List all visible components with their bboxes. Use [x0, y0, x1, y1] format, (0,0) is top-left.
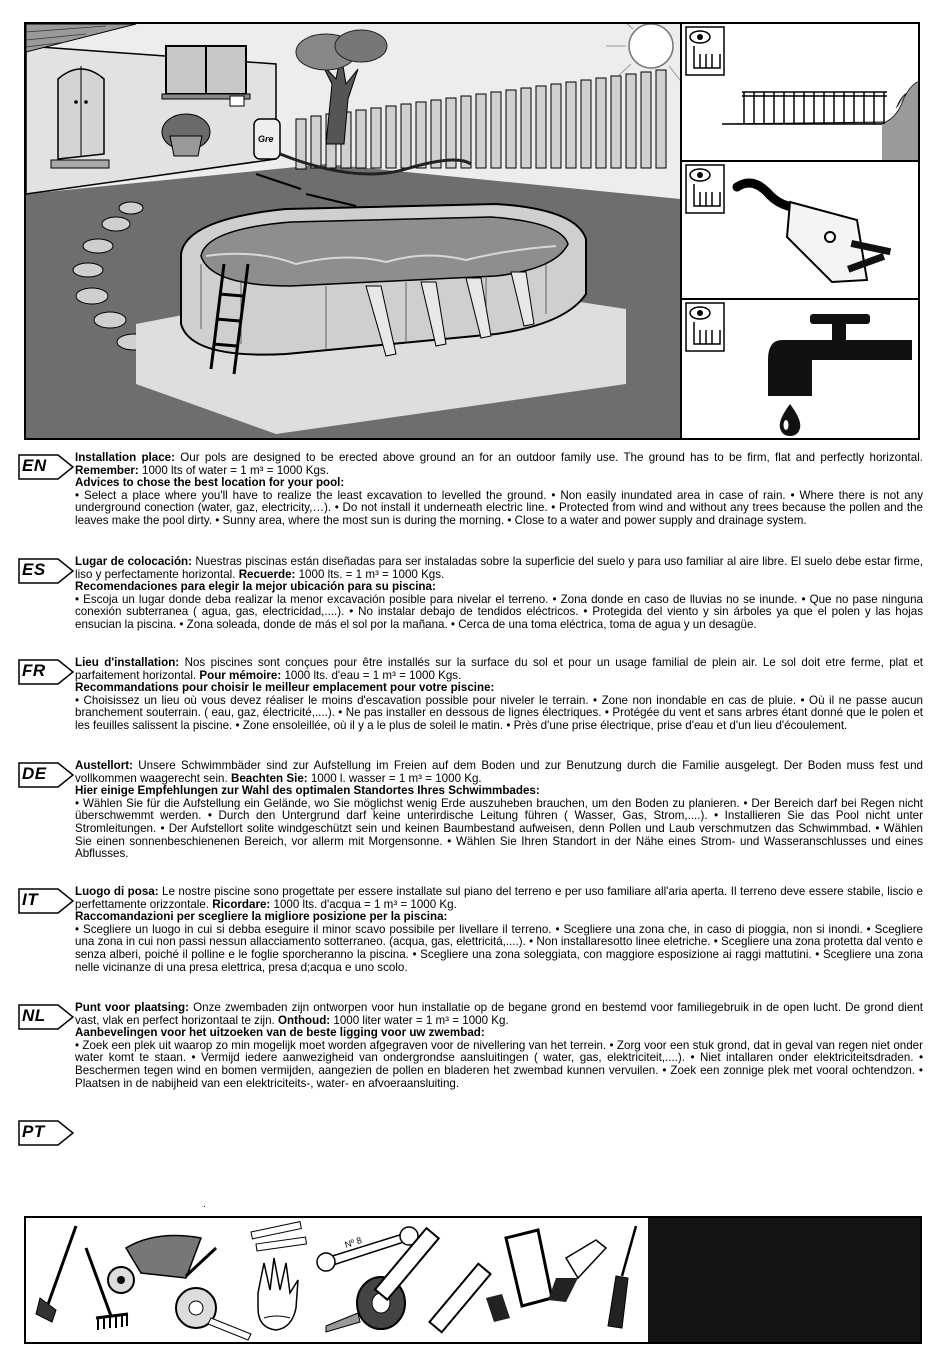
tools-frame [24, 1216, 922, 1344]
section-text-de: Austellort: Unsere Schwimmbäder sind zur Aufstellung im Freien auf dem Boden und zur Benutzung durch die Familie ausgelegt. Der Boden muss fest und vollkommen waagerecht sein. Beachten Sie: 1000 l. wasser = 1 m³ = 1000 Kg. Hier einige Empfehlungen zur Wahl des optimalen Standortes Ihres Schwimmbades: • Wählen Sie für die Aufstellung ein Gelände, wo Sie möglichst wenig Erde auszuheben brauchen, um den Boden zu planieren. • Der Bereich darf bei Regen nicht überschwemmt werden. • Durch den Untergrund darf keine unterirdische Leitung führen ( Wasser, Gas, Strom,....). • Installieren Sie das Pool nicht unter Stromleitungen. • Der Aufstellort solite windgeschützt sein und keinen Baumbestand aufweisen, denn Pollen und Laub verschmutzen das Schwimmbad. • Wählen Sie einen sonnenbeschienenen Bereich, vor allerm mit Morgensonne. • Wählen Sie Ihren Standort in der Nähe eines Strom- und Wasseranschlusses und eines Abflusses. [75, 759, 923, 861]
lang-tag-es: ES [18, 558, 74, 582]
water-tap-icon [768, 314, 912, 436]
stray-dot: . [203, 1199, 206, 1210]
screwdriver-icon [608, 1226, 636, 1328]
lang-tag-nl: NL [18, 1004, 74, 1028]
eye-hand-icon [686, 27, 724, 75]
lang-tag-de: DE [18, 762, 74, 786]
tape-measure-icon [176, 1288, 251, 1340]
section-text-nl: Punt voor plaatsing: Onze zwembaden zijn ontworpen voor hun installatie op de begane grond en bestemd voor familiegebruik in de open lucht. De grond dient vast, vlak en perfect horizontaal te zijn. Onthoud: 1000 liter water = 1 m³ = 1000 Kg. Aanbevelingen voor het uitzoeken van de beste ligging voor uw zwembad: • Zoek een plek uit waarop zo min mogelijk moet worden afgegraven voor de nivellering van het terrein. • Zorg voor een stuk grond, dat in geval van regen niet onder water komt te staan. • Vermijd iedere aanwezigheid van ondergrondse aansluitingen ( water, gas, elektriciteit,....). • Niet intallaren onder elektriciteitsdraden. • Beschermen tegen wind en bomen vermijden, aangezien de pollen en bladeren het zwembad kunnen vervuilen. • Zoek een zonnige plek met vooral ochtendzon. • Plaatsen in de nabijheid van een elektriciteits-, water- en afvoeraansluiting. [75, 1001, 924, 1090]
saw-icon [486, 1230, 552, 1322]
fence-hill-icon [722, 82, 918, 160]
illustration-frame [24, 22, 920, 440]
wheelbarrow-icon [108, 1236, 216, 1293]
wrench-label: Nº 8 [343, 1235, 364, 1250]
side-panel-electric [682, 162, 918, 300]
lang-tag-en: EN [18, 454, 74, 478]
lang-tag-fr: FR [18, 659, 74, 683]
section-text-en: Installation place: Our pols are designed to be erected above ground an for an outdoor family use. The ground has to be firm, flat and perfectly horizontal. Remember: 1000 lts of water = 1 m³ = 1000 Kgs. Advices to chose the best location for your pool: • Select a place where you'll have to realize the least excavation to levelled the ground. • Non easily inundated area in case of rain. • Where there is not any underground conection (water, gaz, electricity,…). • Do not install it underneath electric line. • Protected from wind and without any trees because the pollen and the leaves make the pool dirty. • Sunny area, where the most sun is during the morning. • Close to a water and power supply and drainage system. [75, 451, 923, 527]
tank-label: Gre [258, 134, 274, 144]
cutter-icon [548, 1240, 606, 1302]
tools-black-panel [648, 1218, 920, 1342]
eye-hand-icon [686, 165, 724, 213]
tools-illustration [26, 1218, 648, 1342]
pool-location-illustration [26, 24, 682, 438]
clothespins-icon [251, 1222, 306, 1251]
pool-scene-drawing [26, 24, 680, 438]
lang-tag-pt: PT [18, 1120, 74, 1144]
section-text-it: Luogo di posa: Le nostre piscine sono progettate per essere installate sul piano del terreno e per uso familiare all'aria aperta. Il terreno deve essere stabile, liscio e perfettamente orizzontale. Ricordare: 1000 lts. d'acqua = 1 m³ = 1000 Kg. Raccomandazioni per scegliere la migliore posizione per la piscina: • Scegliere un luogo in cui si debba eseguire il minor scavo possibile per livellare il terreno. • Scegliere una zona che, in caso di pioggia, non si inondi. • Scegliere una zona in cui non passi nessun allacciamento sotterraneo. (acqua, gas, elettricitá,....). • Non installaresotto linee eletriche. • Scegliere una zona protetta dal vento e senza alberi, poiché il polline e le foglie sporcheranno la piscina. • Scegliere una zona soleggiata, con maggiore esposizione ai raggi mattutini. • Scegliere una zona nelle vicinanze di una presa elettrica, presa d;acqua e uno scolo. [75, 885, 923, 974]
section-text-fr: Lieu d'installation: Nos piscines sont conçues pour être installés sur la surface du sol et pour un usage familial de plein air. Le sol doit etre ferme, plat et parfaitement horizontal. Pour mémoire: 1000 lts. d'eau = 1 m³ = 1000 Kgs. Recommandations pour choisir le meilleur emplacement pour votre piscine: • Choisissez un lieu où vous devez réaliser le moins d'escavation possible pour niveler le terrain. • Zone non inondable en cas de pluie. • Où il ne passe aucun branchement souterrain. ( eau, gaz, électricité,....). • Ne pas installer en dessous de lignes électriques. • Protégée du vent et sans arbres étant donné que le polen et les feuilles salissent la piscine. • Zone ensoleillée, où il y a le plus de soleil le matin. • Près d'une prise électrique, prise d'eau et d'un lieu d'écoulement. [75, 656, 923, 732]
hoe-icon [36, 1226, 76, 1322]
side-panel-water [682, 300, 918, 438]
side-panel-terrain [682, 24, 918, 162]
eye-hand-icon [686, 303, 724, 351]
section-text-es: Lugar de colocación: Nuestras piscinas están diseñadas para ser instaladas sobre la superficie del suelo y para uso familiar al aire libre. El suelo debe estar firme, liso y perfectamente horizontal. Recuerde: 1000 lts. = 1 m³ = 1000 Kgs. Recomendaciones para elegir la mejor ubicación para su piscina: • Escoja un lugar donde deba realizar la menor excavación posible para nivelar el terreno. • Zona donde en caso de lluvias no se inunde. • Que no pase ninguna conexión subterranea ( agua, gas, electricidad,....). • No instalar debajo de tendidos eléctricos. • Protegida del viento y sin árboles ya que el polen y las hojas ensucian la piscina. • Zona soleada, donde de más el sol por la mañana. • Cerca de una toma eléctrica, toma de agua y un desagüe. [75, 555, 923, 631]
lang-tag-it: IT [18, 888, 74, 912]
electric-plug-icon [737, 183, 891, 282]
gloves-icon [258, 1258, 298, 1330]
